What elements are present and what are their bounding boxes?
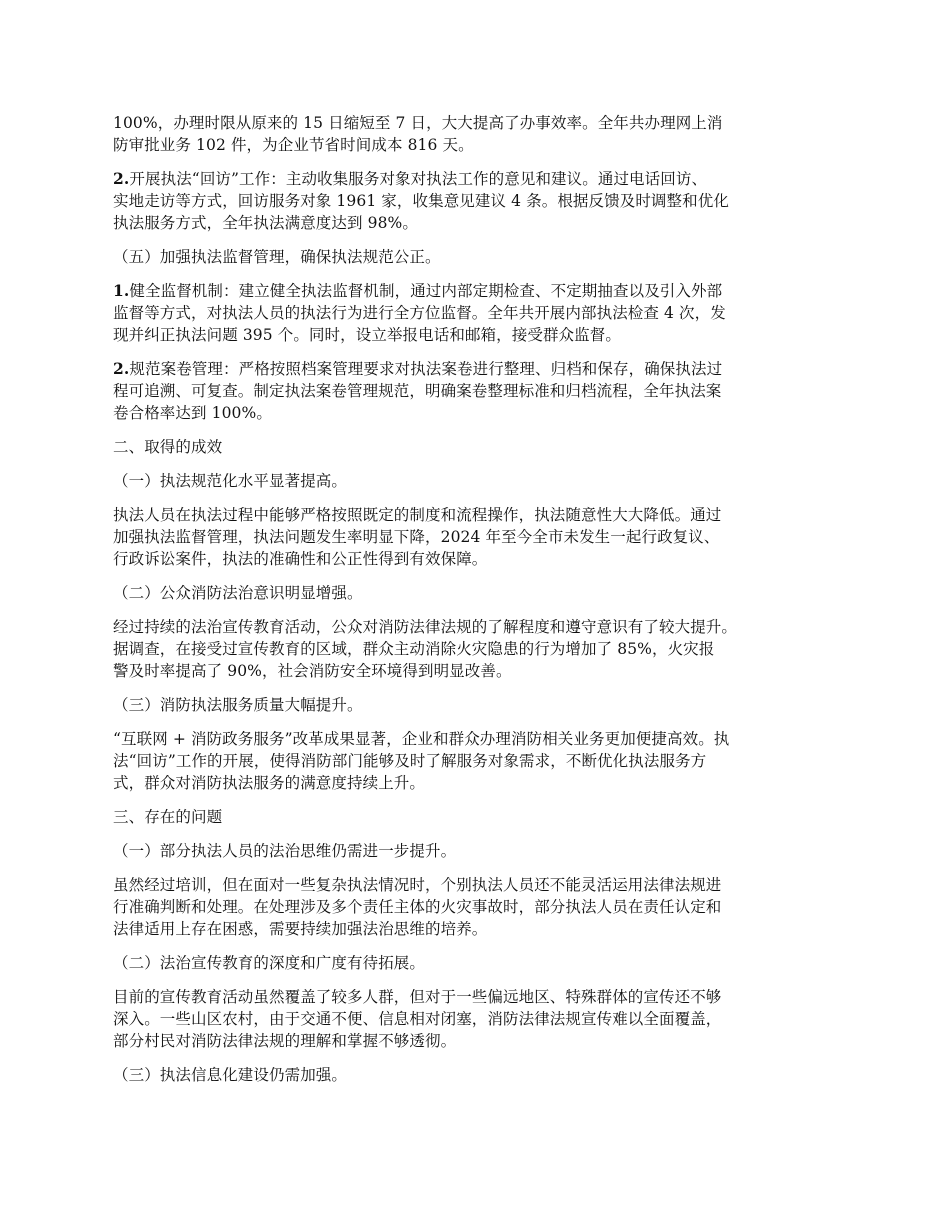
subheading-problem-1: （一）部分执法人员的法治思维仍需进一步提升。: [113, 842, 457, 860]
paragraph-item-2-records: 2.规范案卷管理：严格按照档案管理要求对执法案卷进行整理、归档和保存，确保执法过 程可追溯、可复查。制定执法案卷管理规范，明确案卷整理标准和归档流程，全年执法案 卷合格率达到 100%。: [113, 359, 723, 422]
subheading-achievement-2: （二）公众消防法治意识明显增强。: [113, 584, 363, 602]
section-heading-5: （五）加强执法监督管理，确保执法规范公正。: [113, 248, 441, 266]
paragraph-item-2-followup: 2.开展执法“回访”工作：主动收集服务对象对执法工作的意见和建议。通过电话回访、 实地走访等方式，回访服务对象 1961 家，收集意见建议 4 条。根据反馈及时调整和优化 执法服务方式，全年执法满意度达到 98%。: [113, 169, 729, 232]
paragraph-continuation: 100%，办理时限从原来的 15 日缩短至 7 日，大大提高了办事效率。全年共办理网上消 防审批业务 102 件，为企业节省时间成本 816 天。: [113, 114, 723, 154]
subheading-achievement-3: （三）消防执法服务质量大幅提升。: [113, 696, 363, 714]
chapter-heading-problems: 三、存在的问题: [113, 808, 223, 826]
paragraph-item-1-supervision: 1.健全监督机制：建立健全执法监督机制，通过内部定期检查、不定期抽查以及引入外部 监督等方式，对执法人员的执法行为进行全方位监督。全年共开展内部执法检查 4 次，发 现并纠正执法问题 395 个。同时，设立举报电话和邮箱，接受群众监督。: [113, 281, 726, 344]
paragraph-problem-1: 虽然经过培训，但在面对一些复杂执法情况时，个别执法人员还不能灵活运用法律法规进 行准确判断和处理。在处理涉及多个责任主体的火灾事故时，部分执法人员在责任认定和 法律适用上存在困惑，需要持续加强法治思维的培养。: [113, 876, 722, 938]
subheading-problem-3: （三）执法信息化建设仍需加强。: [113, 1066, 348, 1084]
document-body: [113, 112, 848, 1098]
subheading-problem-2: （二）法治宣传教育的深度和广度有待拓展。: [113, 954, 426, 972]
paragraph-achievement-1: 执法人员在执法过程中能够严格按照既定的制度和流程操作，执法随意性大大降低。通过 加强执法监督管理，执法问题发生率明显下降，2024 年至今全市未发生一起行政复议、 行政诉讼案件，执法的准确性和公正性得到有效保障。: [113, 506, 722, 568]
paragraph-problem-2: 目前的宣传教育活动虽然覆盖了较多人群，但对于一些偏远地区、特殊群体的宣传还不够 深入。一些山区农村，由于交通不便、信息相对闭塞，消防法律法规宣传难以全面覆盖， 部分村民对消防法律法规的理解和掌握不够透彻。: [113, 988, 722, 1050]
paragraph-achievement-3: “互联网 + 消防政务服务”改革成果显著，企业和群众办理消防相关业务更加便捷高效。执 法“回访”工作的开展，使得消防部门能够及时了解服务对象需求，不断优化执法服务方 式，群众对消防执法服务的满意度持续上升。: [113, 730, 730, 792]
subheading-achievement-1: （一）执法规范化水平显著提高。: [113, 472, 348, 490]
chapter-heading-achievements: 二、取得的成效: [113, 438, 223, 456]
paragraph-achievement-2: 经过持续的法治宣传教育活动，公众对消防法律法规的了解程度和遵守意识有了较大提升。 据调查，在接受过宣传教育的区域，群众主动消除火灾隐患的行为增加了 85%，火灾报 警及时率提高了 90%，社会消防安全环境得到明显改善。: [113, 618, 738, 680]
